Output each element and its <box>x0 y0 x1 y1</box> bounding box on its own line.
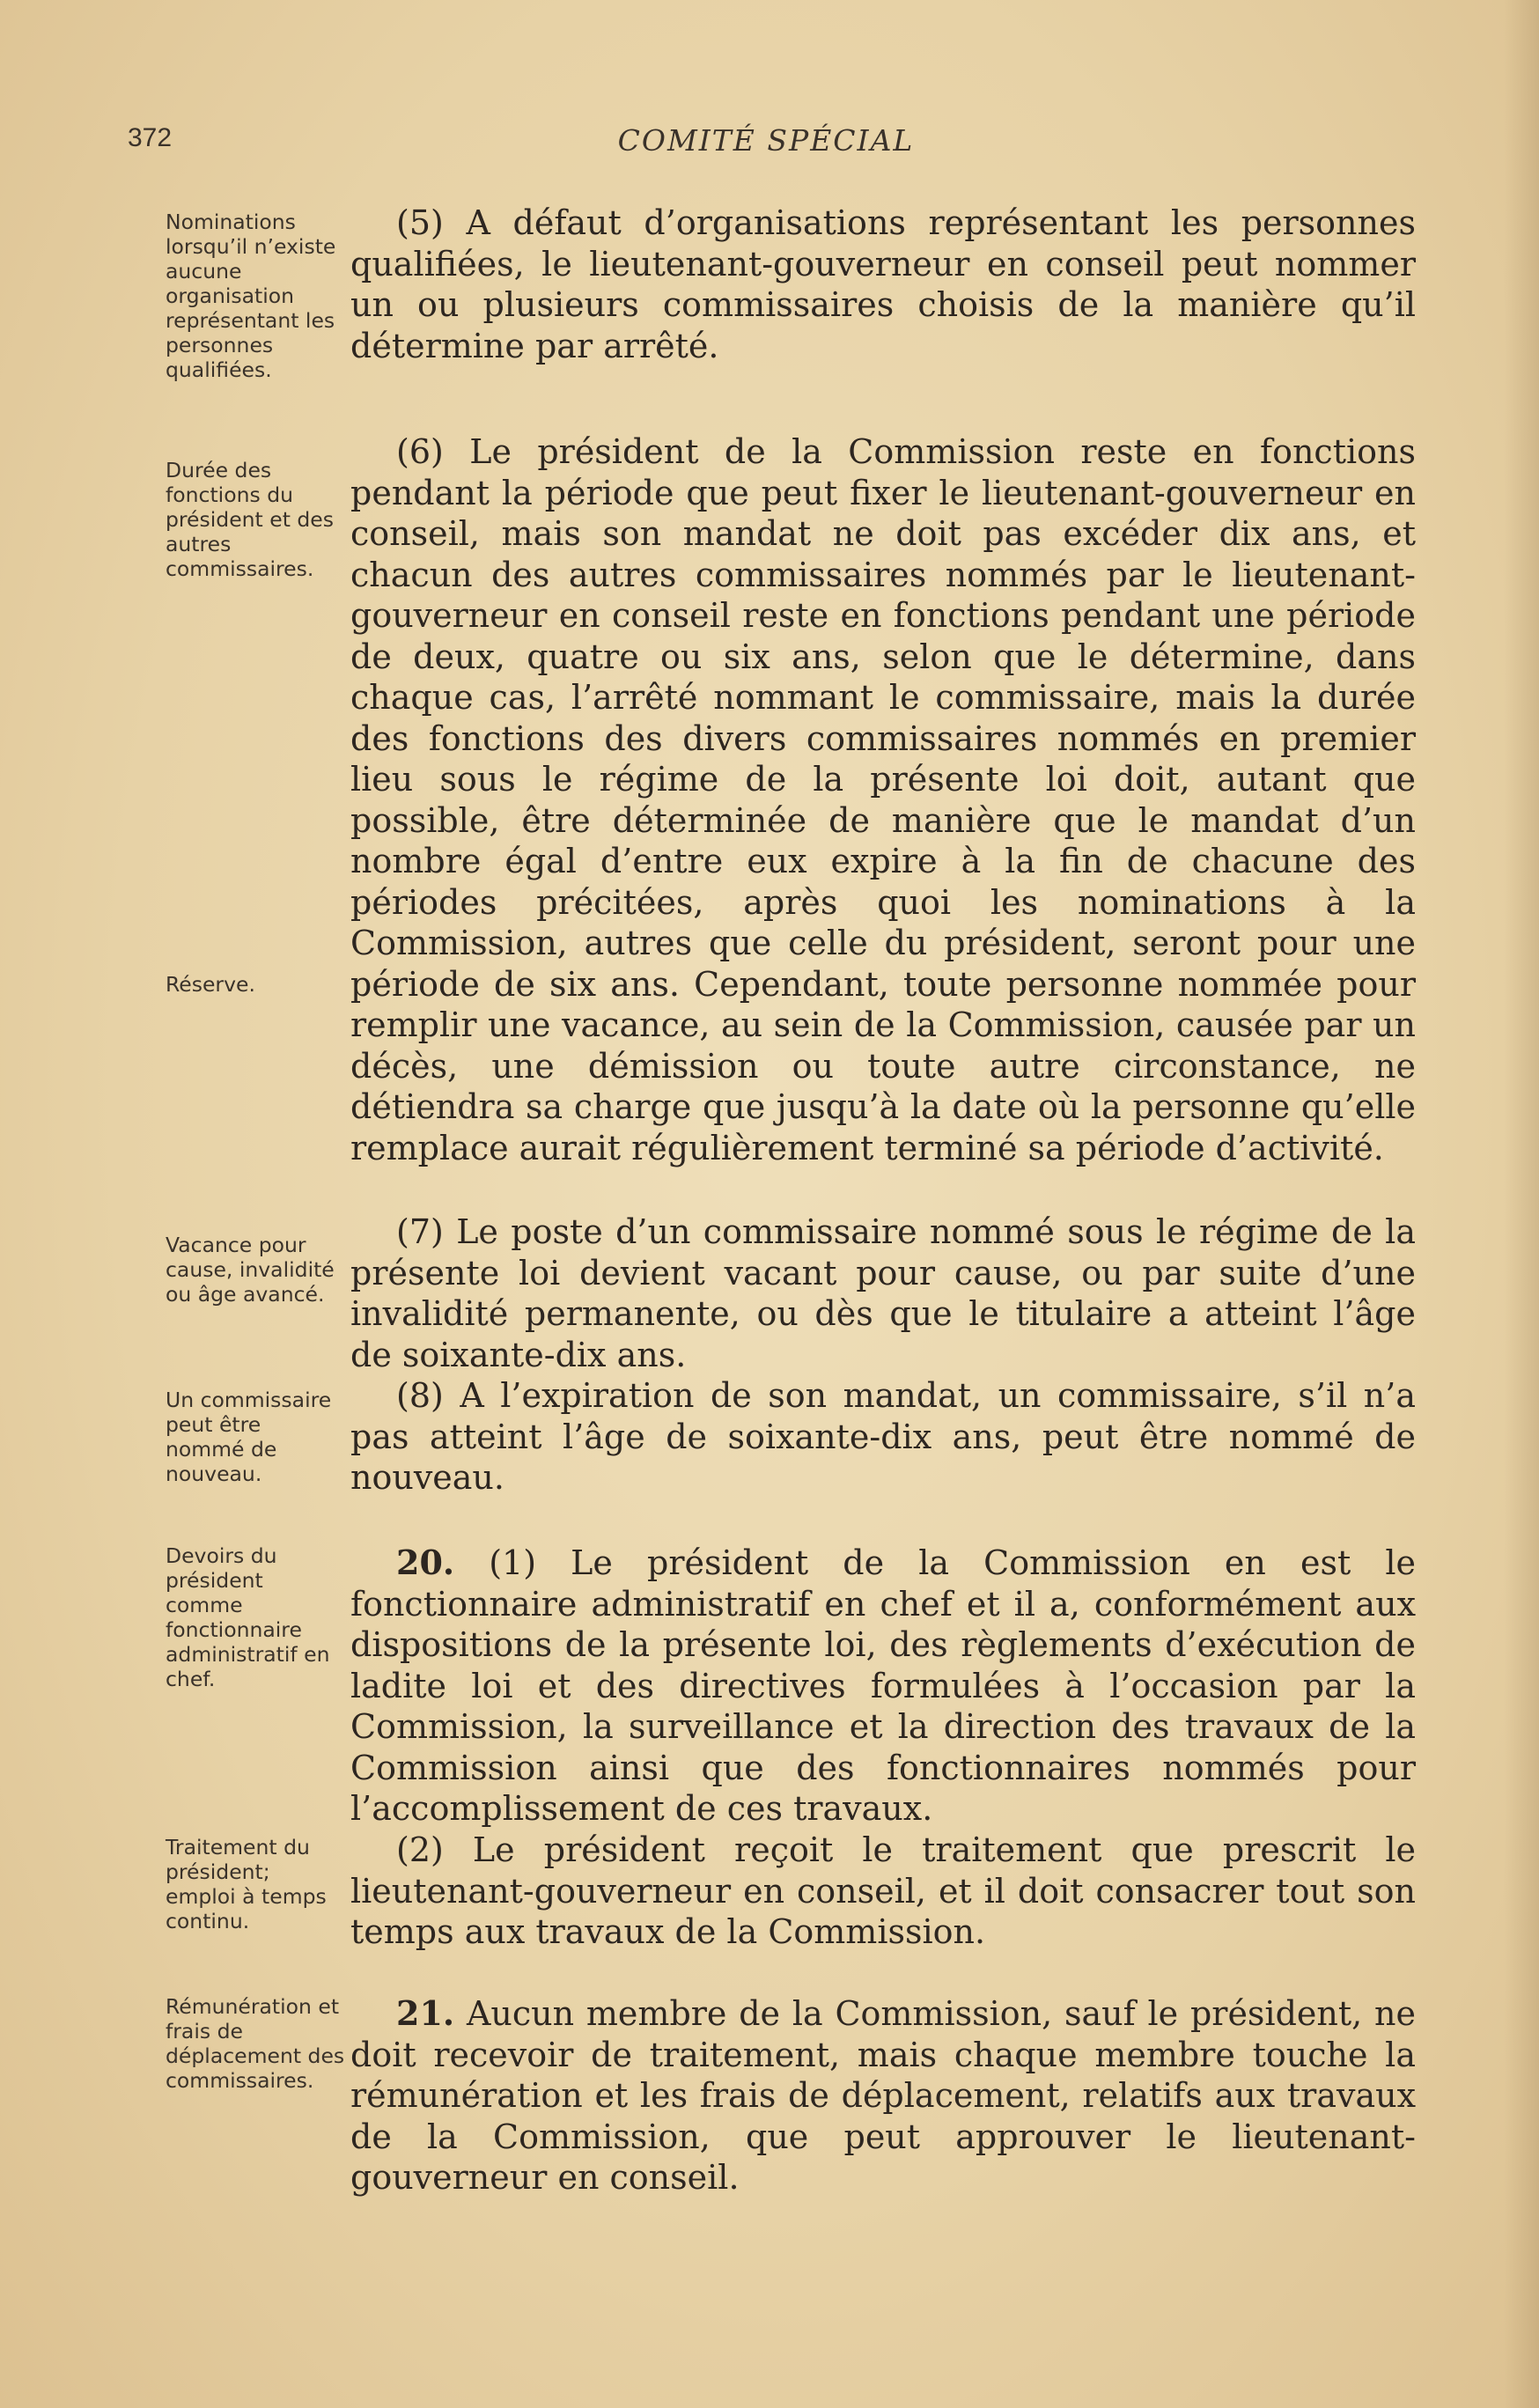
section-20-paragraph-1 <box>350 1543 1416 1830</box>
paragraph-6 <box>350 431 1416 1168</box>
margin-note-traitement: Traitement du président; emploi à temps continu. <box>166 1835 327 1933</box>
margin-note-duree: Durée des fonctions du président et des autres commissaires. <box>166 458 335 581</box>
margin-note-nominations: Nominations lorsqu’il n’existe aucune organisation représentant les personnes qualifiées. <box>166 210 336 382</box>
section-21 <box>350 1993 1416 2198</box>
paragraph-8 <box>350 1375 1416 1499</box>
margin-note-devoirs: Devoirs du président comme fonctionnaire administratif en chef. <box>166 1543 330 1691</box>
page-edge-shadow <box>1504 0 1539 2408</box>
margin-note-renomination: Un commissaire peut être nommé de nouveau. <box>166 1388 332 1486</box>
running-head: COMITÉ SPÉCIAL <box>617 123 915 158</box>
paragraph-text: (2) Le président reçoit le traitement que prescrit le lieutenant-gouverneur en conseil, et il doit consacrer tout son temps aux travaux de la Commission. <box>350 1830 1416 1951</box>
margin-note-reserve: Réserve. <box>166 972 255 997</box>
paragraph-7 <box>350 1211 1416 1375</box>
paragraph-5 <box>350 203 1416 366</box>
paragraph-text: (1) Le président de la Commission en est le fonctionnaire administratif en chef et il a, conformément aux dispositions de la présente loi, des règlements d’exécution de ladite loi et des directives formulées à l’occasion par la Commission, la surveillance et la direction des travaux de la Commission ainsi que des fonctionnaires nommés pour l’accomplissement de ces travaux. <box>350 1543 1416 1828</box>
section-number: 21. <box>396 1993 455 2033</box>
page-number: 372 <box>128 123 173 152</box>
paragraph-text: (8) A l’expiration de son mandat, un commissaire, s’il n’a pas atteint l’âge de soixante-dix ans, peut être nommé de nouveau. <box>350 1376 1416 1497</box>
margin-note-vacance: Vacance pour cause, invalidité ou âge avancé. <box>166 1233 335 1307</box>
paragraph-text: Aucun membre de la Commission, sauf le président, ne doit recevoir de traitement, mais chaque membre touche la rémunération et les frais de déplacement, relatifs aux travaux de la Commission, que peut approuver le lieutenant-gouverneur en conseil. <box>350 1994 1416 2197</box>
paragraph-text: (5) A défaut d’organisations représentant les personnes qualifiées, le lieutenant-gouverneur en conseil peut nommer un ou plusieurs commissaires choisis de la manière qu’il détermine par arrêté. <box>350 203 1416 365</box>
margin-note-remuneration: Rémunération et frais de déplacement des commissaires. <box>166 1994 345 2093</box>
section-20-paragraph-2 <box>350 1830 1416 1953</box>
section-number: 20. <box>396 1543 455 1582</box>
paragraph-text: (7) Le poste d’un commissaire nommé sous le régime de la présente loi devient vacant pour cause, ou par suite d’une invalidité permanente, ou dès que le titulaire a atteint l’âge de soixante-dix ans. <box>350 1212 1416 1374</box>
paragraph-text: (6) Le président de la Commission reste en fonctions pendant la période que peut fixer le lieutenant-gouverneur en conseil, mais son mandat ne doit pas excéder dix ans, et chacun des autres commissaires nommés par le lieutenant-gouverneur en conseil reste en fonctions pendant une période de deux, quatre ou six ans, selon que le détermine, dans chaque cas, l’arrêté nommant le commissaire, mais la durée des fonctions des divers commissaires nommés en premier lieu sous le régime de la présente loi doit, autant que possible, être déterminée de manière que le mandat d’un nombre égal d’entre eux expire à la fin de chacune des périodes précitées, après quoi les nominations à la Commission, autres que celle du président, seront pour une période de six ans. Cependant, toute personne nommée pour remplir une vacance, au sein de la Commission, causée par un décès, une démission ou toute autre circonstance, ne détiendra sa charge que jusqu’à la date où la personne qu’elle remplace aurait régulièrement terminé sa période d’activité. <box>350 432 1416 1167</box>
